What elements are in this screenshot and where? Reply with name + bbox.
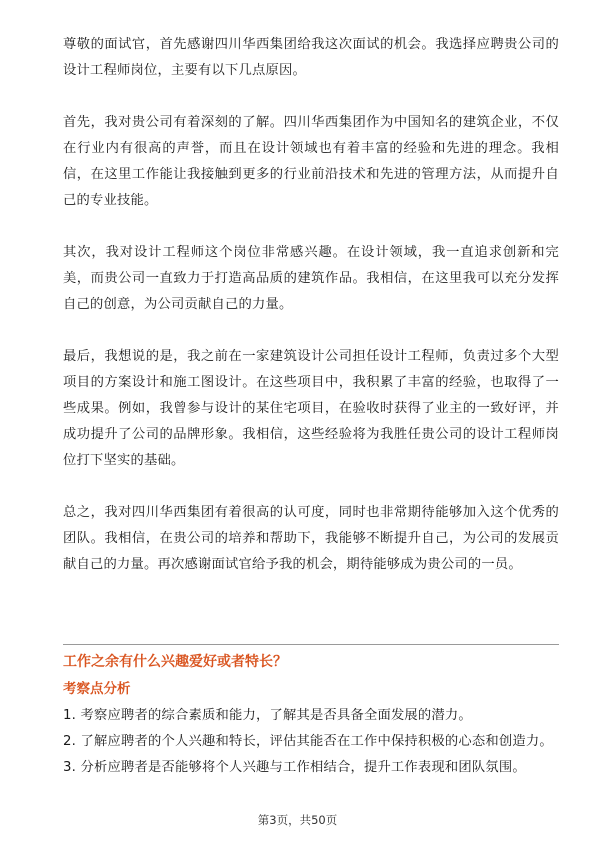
question-heading: 工作之余有什么兴趣爱好或者特长？ bbox=[63, 654, 287, 670]
analysis-item: 3. 分析应聘者是否能够将个人兴趣与工作相结合，提升工作表现和团队氛围。 bbox=[63, 760, 526, 775]
analysis-item: 1. 考察应聘者的综合素质和能力，了解其是否具备全面发展的潜力。 bbox=[63, 708, 472, 723]
section-divider bbox=[63, 644, 559, 645]
page-number: 第3页，共50页 bbox=[257, 813, 338, 827]
paragraph-intro: 尊敬的面试官，首先感谢四川华西集团给我这次面试的机会。我选择应聘贵公司的设计工程师岗位，主要有以下几点原因。 bbox=[63, 37, 559, 78]
paragraph-first: 首先，我对贵公司有着深刻的了解。四川华西集团作为中国知名的建筑企业，不仅在行业内有很高的声誉，而且在设计领域也有着丰富的经验和先进的理念。我相信，在这里工作能让我接触到更多的行业前沿技术和先进的管理方法，从而提升自己的专业技能。 bbox=[63, 115, 559, 208]
paragraph-last-point: 最后，我想说的是，我之前在一家建筑设计公司担任设计工程师，负责过多个大型项目的方案设计和施工图设计。在这些项目中，我积累了丰富的经验，也取得了一些成果。例如，我曾参与设计的某住宅项目，在验收时获得了业主的一致好评，并成功提升了公司的品牌形象。我相信，这些经验将为我胜任贵公司的设计工程师岗位打下坚实的基础。 bbox=[63, 349, 559, 468]
analysis-item: 2. 了解应聘者的个人兴趣和特长，评估其能否在工作中保持积极的心态和创造力。 bbox=[63, 734, 553, 749]
paragraph-conclusion: 总之，我对四川华西集团有着很高的认可度，同时也非常期待能够加入这个优秀的团队。我相信，在贵公司的培养和帮助下，我能够不断提升自己，为公司的发展贡献自己的力量。再次感谢面试官给予我的机会，期待能够成为贵公司的一员。 bbox=[63, 505, 559, 572]
analysis-heading: 考察点分析 bbox=[63, 681, 131, 697]
answer-body bbox=[63, 32, 559, 588]
question-section bbox=[63, 651, 559, 781]
paragraph-second: 其次，我对设计工程师这个岗位非常感兴趣。在设计领域，我一直追求创新和完美，而贵公司一直致力于打造高品质的建筑作品。我相信，在这里我可以充分发挥自己的创意，为公司贡献自己的力量。 bbox=[63, 245, 559, 312]
